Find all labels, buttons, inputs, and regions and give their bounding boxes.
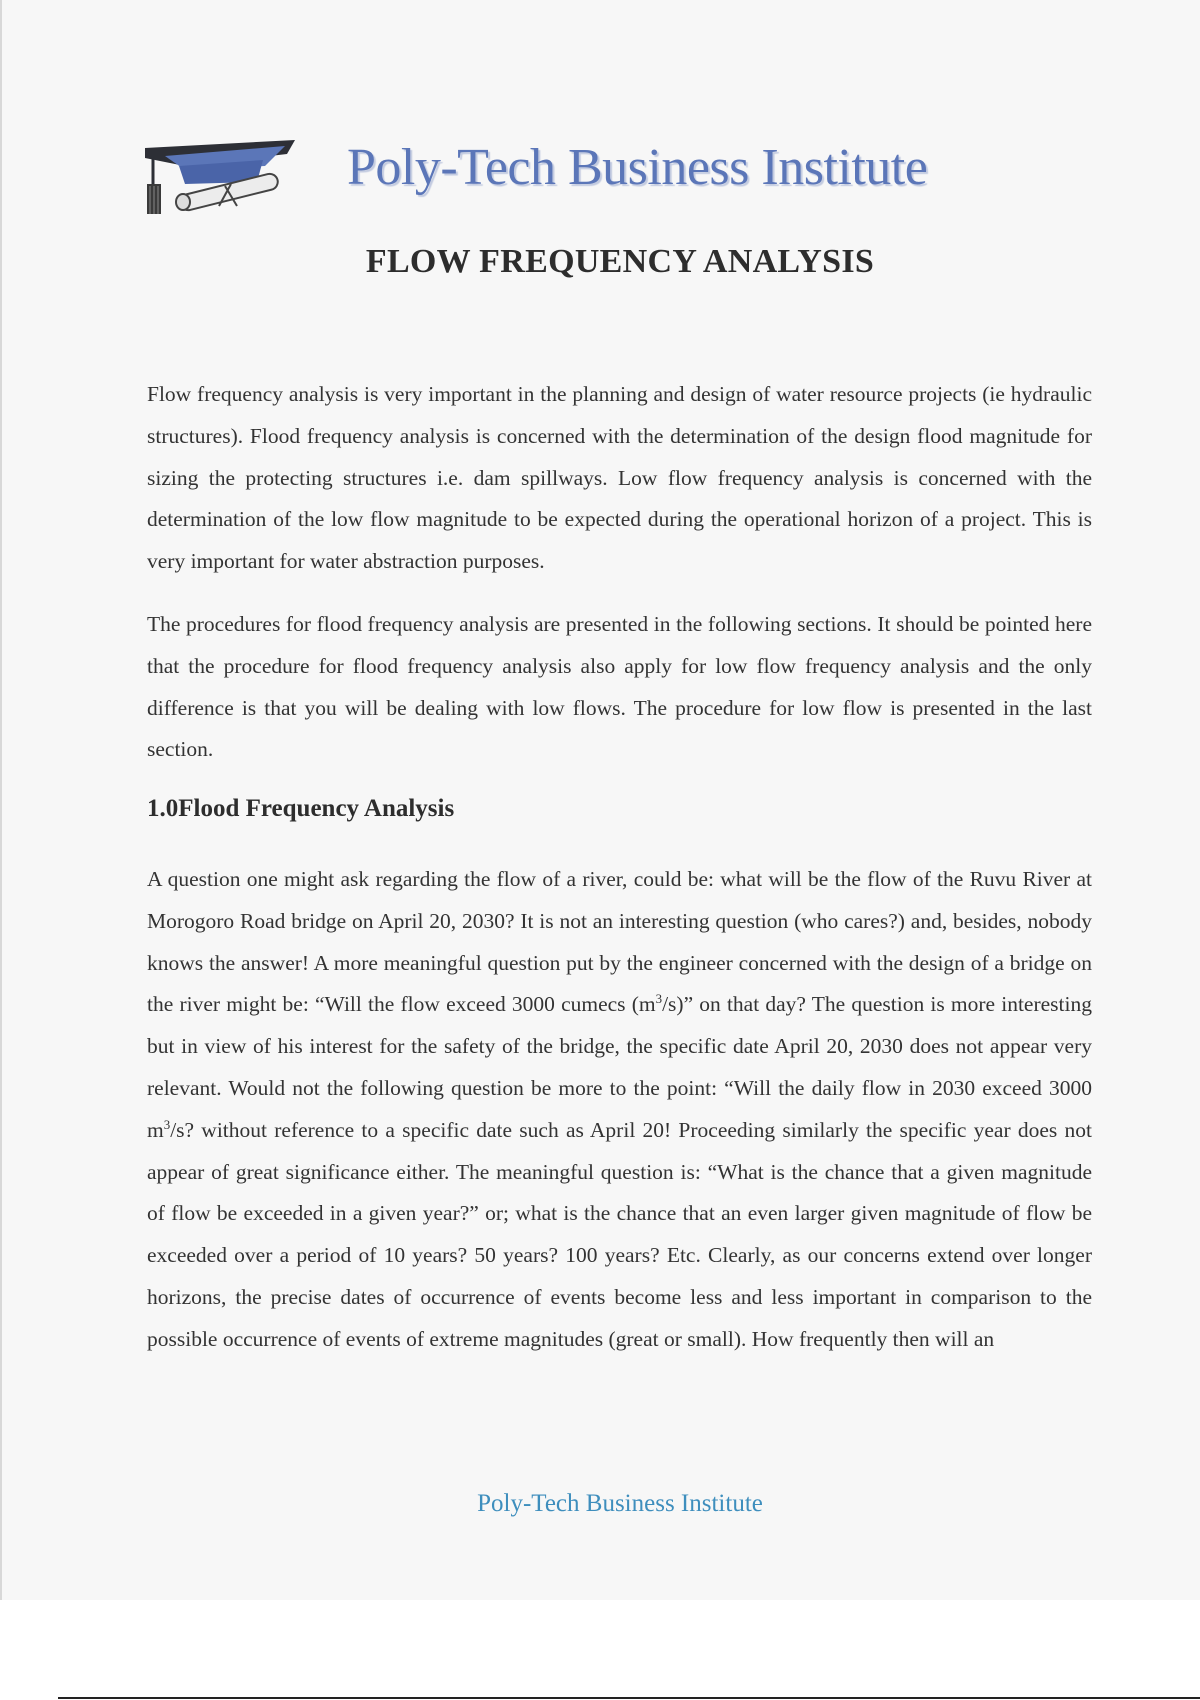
superscript: 3 xyxy=(655,992,663,1007)
institute-name: Poly-Tech Business Institute xyxy=(347,139,928,196)
section-heading: 1.0Flood Frequency Analysis xyxy=(147,795,455,822)
paragraph-text-part: /s? without reference to a specific date such as April 20! Proceeding similarly the specific year does not appear of great significance either. The meaningful question is: “What is the chance that a given magnitude of flow be exceeded in a given year?” or; what is the chance that an even larger given magnitude of flow be exceeded over a period of 10 years? 50 years? 100 years? Etc. Clearly, as our concerns extend over longer horizons, the precise dates of occurrence of events become less and less important in comparison to the possible occurrence of events of extreme magnitudes (great or small). How frequently then will an xyxy=(147,1117,1092,1351)
divider xyxy=(58,1697,1200,1699)
flood-question-paragraph xyxy=(147,859,1092,1361)
superscript: 3 xyxy=(163,1117,171,1132)
paragraph-text-part: /s)” on that day? The question is more interesting but in view of his interest for the safety of the bridge, the specific date April 20, 2030 does not appear very relevant. Would not the following question be more to the point: “Will the daily flow in 2030 exceed 3000 m xyxy=(147,992,1092,1142)
graduation-cap-diploma-icon xyxy=(145,140,313,220)
letterhead xyxy=(145,132,1045,222)
footer-institute-name: Poly-Tech Business Institute xyxy=(477,1490,763,1517)
paragraph-text-part: A question one might ask regarding the flow of a river, could be: what will be the flow of the Ruvu River at Morogoro Road bridge on April 20, 2030? It is not an interesting question (who cares?) and, besides, nobody knows the answer! A more meaningful question put by the engineer concerned with the design of a bridge on the river might be: “Will the flow exceed 3000 cumecs (m xyxy=(147,867,1092,1017)
procedure-paragraph: The procedures for flood frequency analysis are presented in the following sections. It should be pointed here that the procedure for flood frequency analysis also apply for low flow frequency analysis and the only difference is that you will be dealing with low flows. The procedure for low flow is presented in the last section. xyxy=(147,612,1092,762)
intro-paragraph: Flow frequency analysis is very important in the planning and design of water resource projects (ie hydraulic structures). Flood frequency analysis is concerned with the determination of the design flood magnitude for sizing the protecting structures i.e. dam spillways. Low flow frequency analysis is concerned with the determination of the low flow magnitude to be expected during the operational horizon of a project. This is very important for water abstraction purposes. xyxy=(147,382,1092,574)
document-title: FLOW FREQUENCY ANALYSIS xyxy=(365,243,875,280)
